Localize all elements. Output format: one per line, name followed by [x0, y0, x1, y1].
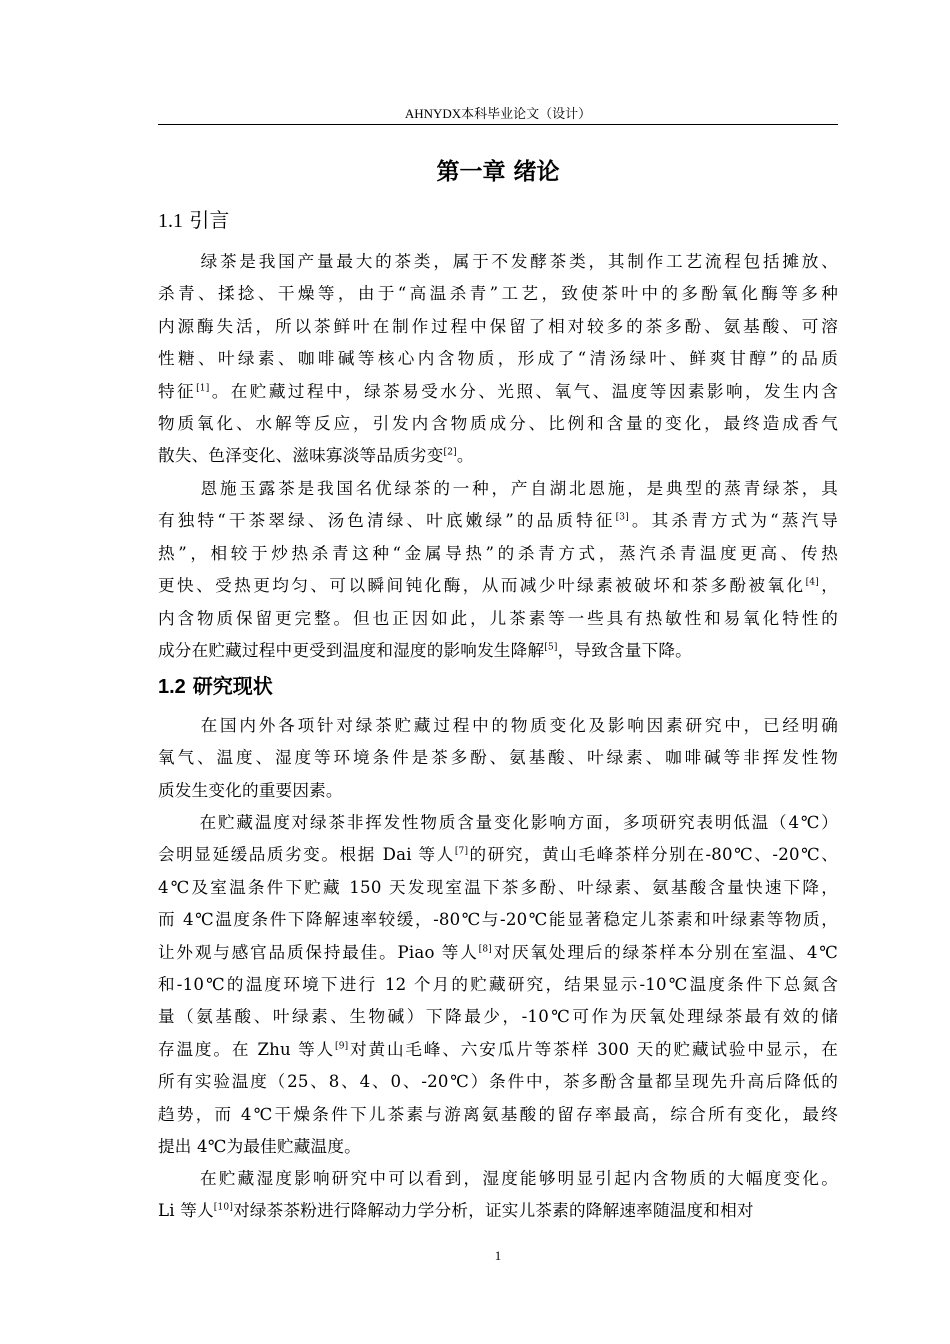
text-line: 在贮藏温度对绿茶非挥发性物质含量变化影响方面，多项研究表明低温（4℃）: [198, 813, 838, 832]
text-line: 质发生变化的重要因素。: [158, 780, 343, 800]
text-line: 4℃及室温条件下贮藏 150 天发现室温下茶多酚、叶绿素、氨基酸含量快速下降，: [158, 877, 838, 897]
citation-marker: [5]: [544, 642, 558, 653]
section-title: 引言: [189, 208, 230, 232]
text-line: 热”，相较于炒热杀青这种“金属导热”的杀青方式，蒸汽杀青温度更高、传热: [158, 543, 838, 563]
text-line: 有独特“干茶翠绿、汤色清绿、叶底嫩绿”的品质特征[3]。其杀青方式为“蒸汽导: [158, 511, 839, 531]
section-heading-1-1: [158, 206, 229, 235]
text-line: 性糖、叶绿素、咖啡碱等核心内含物质，形成了“清汤绿叶、鲜爽甘醇”的品质: [158, 349, 838, 369]
paragraph: [158, 246, 838, 473]
text-line: 氧气、温度、湿度等环境条件是茶多酚、氨基酸、叶绿素、咖啡碱等非挥发性物: [158, 748, 838, 768]
citation-marker: [9]: [335, 1041, 349, 1052]
text-line: 趋势，而 4℃干燥条件下儿茶素与游离氨基酸的留存率最高，综合所有变化，最终: [158, 1104, 838, 1124]
header-rule: [158, 124, 838, 125]
text-line: 提出 4℃为最佳贮藏温度。: [158, 1137, 361, 1157]
text-line: 绿茶是我国产量最大的茶类，属于不发酵茶类，其制作工艺流程包括摊放、: [198, 252, 838, 271]
citation-marker: [10]: [213, 1202, 234, 1213]
citation-marker: [8]: [478, 944, 492, 955]
text-line: 会明显延缓品质劣变。根据 Dai 等人[7]的研究，黄山毛峰茶样分别在-80℃、-20℃、: [158, 845, 839, 865]
text-line: Li 等人[10]对绿茶茶粉进行降解动力学分析，证实儿茶素的降解速率随温度和相对: [158, 1201, 754, 1221]
citation-marker: [3]: [615, 512, 629, 523]
text-line: 和-10℃的温度环境下进行 12 个月的贮藏研究，结果显示-10℃温度条件下总氮含: [158, 975, 838, 995]
text-line: 恩施玉露茶是我国名优绿茶的一种，产自湖北恩施，是典型的蒸青绿茶，具: [198, 479, 838, 498]
section-number: 1.2: [158, 676, 186, 698]
text-line: 特征[1]。在贮藏过程中，绿茶易受水分、光照、氧气、温度等因素影响，发生内含: [158, 381, 838, 401]
chapter-title: 第一章 绪论: [436, 159, 560, 185]
text-line: 存温度。在 Zhu 等人[9]对黄山毛峰、六安瓜片等茶样 300 天的贮藏试验中显示，在: [158, 1039, 838, 1059]
citation-marker: [4]: [805, 577, 819, 588]
text-line: 量（氨基酸、叶绿素、生物碱）下降最少，-10℃可作为厌氧处理绿茶最有效的储: [158, 1007, 838, 1027]
citation-marker: [2]: [443, 447, 457, 458]
text-line: 更快、受热更均匀、可以瞬间钝化酶，从而减少叶绿素被破坏和茶多酚被氧化[4]，: [158, 576, 838, 596]
paragraph: [158, 1163, 838, 1228]
text-line: 在国内外各项针对绿茶贮藏过程中的物质变化及影响因素研究中，已经明确: [198, 716, 838, 735]
section-title: 研究现状: [192, 674, 273, 698]
text-line: 成分在贮藏过程中更受到温度和湿度的影响发生降解[5]，导致含量下降。: [158, 641, 692, 661]
text-line: 所有实验温度（25、8、4、0、-20℃）条件中，茶多酚含量都呈现先升高后降低的: [158, 1072, 838, 1092]
citation-marker: [1]: [196, 383, 210, 394]
text-line: 杀青、揉捻、干燥等，由于“高温杀青”工艺，致使茶叶中的多酚氧化酶等多种: [158, 284, 838, 304]
paragraph: [158, 710, 838, 807]
page-number: 1: [494, 1248, 502, 1263]
section-heading-1-2: [158, 672, 273, 701]
citation-marker: [7]: [454, 846, 469, 857]
text-line: 而 4℃温度条件下降解速率较缓，-80℃与-20℃能显著稳定儿茶素和叶绿素等物质，: [158, 910, 838, 930]
text-line: 在贮藏湿度影响研究中可以看到，湿度能够明显引起内含物质的大幅度变化。: [198, 1169, 838, 1188]
text-line: 内含物质保留更完整。但也正因如此，儿茶素等一些具有热敏性和易氧化特性的: [158, 608, 838, 628]
text-line: 散失、色泽变化、滋味寡淡等品质劣变[2]。: [158, 446, 474, 466]
section-number: 1.1: [158, 210, 183, 232]
text-line: 内源酶失活，所以茶鲜叶在制作过程中保留了相对较多的茶多酚、氨基酸、可溶: [158, 316, 838, 336]
text-line: 让外观与感官品质保持最佳。Piao 等人[8]对厌氧处理后的绿茶样本分别在室温、4℃: [158, 942, 838, 962]
running-header: AHNYDX本科毕业论文（设计）: [404, 106, 592, 121]
text-line: 物质氧化、水解等反应，引发内含物质成分、比例和含量的变化，最终造成香气: [158, 414, 838, 434]
paragraph: [158, 807, 838, 1163]
paragraph: [158, 473, 838, 667]
